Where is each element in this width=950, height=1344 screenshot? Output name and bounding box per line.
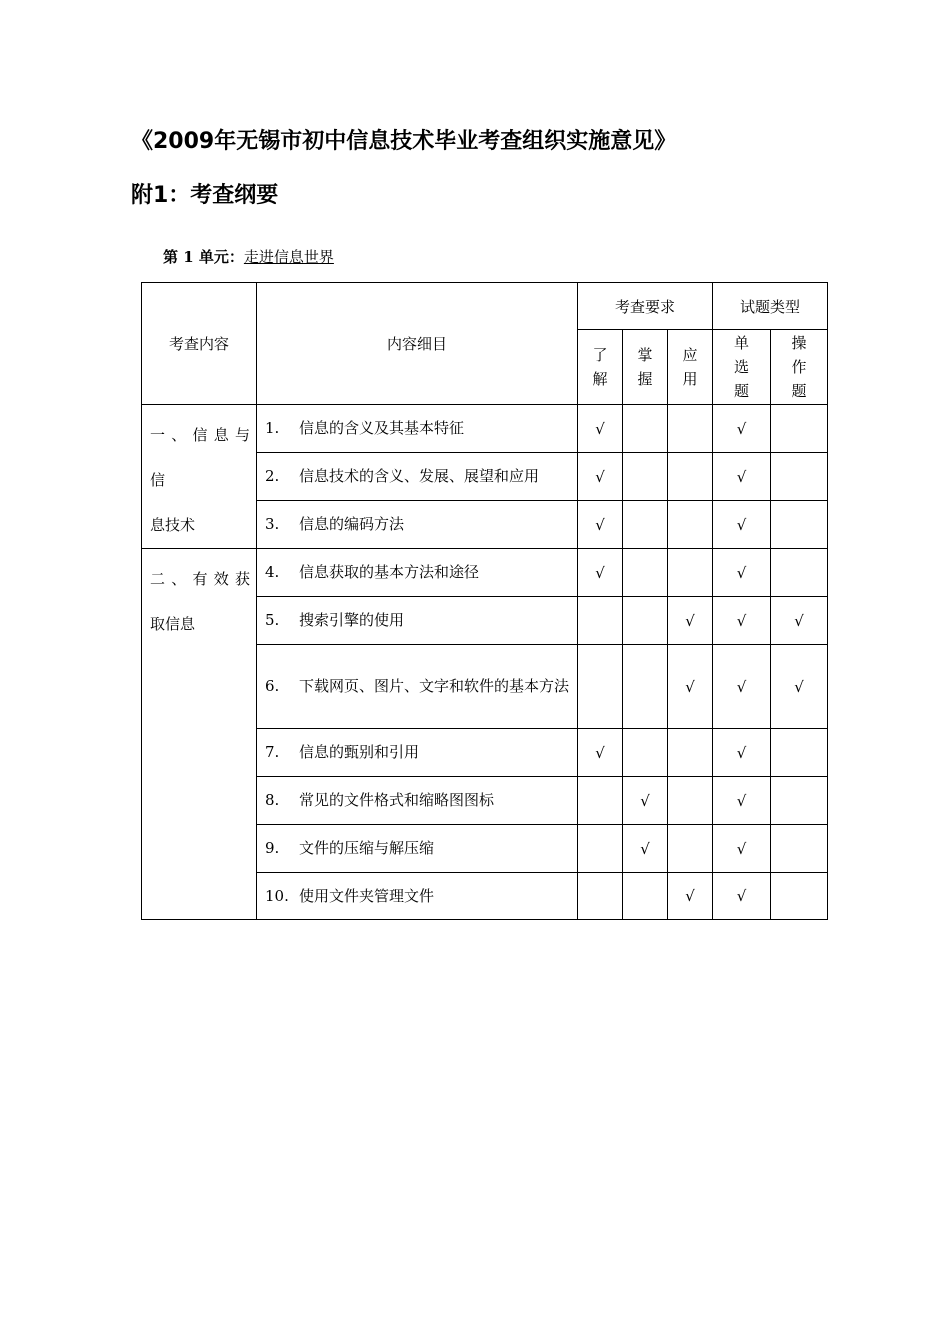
item-number: 8.	[265, 791, 280, 809]
check-mark-icon: √	[595, 467, 605, 486]
check-cell-apply	[668, 453, 713, 501]
item-text: 信息的编码方法	[299, 515, 405, 533]
topic-cell	[142, 549, 257, 920]
item-text: 搜索引擎的使用	[299, 611, 405, 629]
item-number: 9.	[265, 839, 280, 857]
item-number: 6.	[265, 677, 280, 695]
item-number: 10.	[265, 886, 289, 905]
item-number: 3.	[265, 515, 280, 533]
item-text: 常见的文件格式和缩略图图标	[299, 791, 495, 809]
topic-line: 息技术	[150, 516, 196, 534]
check-cell-single	[713, 825, 771, 873]
check-mark-icon: √	[595, 515, 605, 534]
check-mark-icon: √	[685, 887, 695, 905]
unit-heading-prefix: 第 1 单元：	[163, 248, 244, 266]
item-detail-cell	[257, 777, 578, 825]
check-cell-operation	[771, 873, 828, 920]
check-cell-master	[623, 777, 668, 825]
check-cell-master	[623, 729, 668, 777]
check-cell-apply	[668, 501, 713, 549]
header-content: 考查内容	[142, 283, 257, 405]
header-master: 掌 握	[623, 330, 668, 405]
topic-cell	[142, 405, 257, 549]
check-cell-understand	[578, 873, 623, 920]
item-detail-cell	[257, 453, 578, 501]
check-cell-understand	[578, 453, 623, 501]
check-cell-apply	[668, 729, 713, 777]
check-mark-icon: √	[595, 743, 605, 762]
unit-heading-name: 走进信息世界	[243, 248, 334, 266]
check-mark-icon: √	[736, 791, 747, 810]
document-subtitle: 附1：考查纲要	[131, 183, 279, 208]
check-mark-icon: √	[685, 611, 695, 630]
check-cell-master	[623, 825, 668, 873]
item-text: 使用文件夹管理文件	[299, 886, 435, 905]
check-cell-master	[623, 405, 668, 453]
check-mark-icon: √	[794, 677, 804, 696]
item-text: 文件的压缩与解压缩	[299, 839, 435, 857]
header-single-choice: 单 选 题	[713, 330, 771, 405]
check-cell-single	[713, 549, 771, 597]
item-number: 4.	[265, 563, 280, 581]
check-cell-master	[623, 597, 668, 645]
item-detail-cell	[257, 873, 578, 920]
check-mark-icon: √	[736, 563, 747, 582]
check-cell-apply	[668, 549, 713, 597]
check-mark-icon: √	[640, 839, 650, 858]
topic-line: 取信息	[150, 615, 196, 633]
check-cell-operation	[771, 645, 828, 729]
check-cell-understand	[578, 777, 623, 825]
item-text: 信息技术的含义、发展、展望和应用	[299, 467, 540, 485]
check-mark-icon: √	[736, 419, 747, 438]
check-cell-single	[713, 597, 771, 645]
check-cell-operation	[771, 453, 828, 501]
item-detail-cell	[257, 549, 578, 597]
check-cell-apply	[668, 597, 713, 645]
item-text: 信息的含义及其基本特征	[299, 419, 465, 437]
check-cell-single	[713, 777, 771, 825]
table-row	[142, 549, 828, 597]
item-text: 信息的甄别和引用	[299, 743, 420, 761]
check-mark-icon: √	[595, 563, 605, 582]
header-row-1	[142, 283, 828, 330]
item-number: 2.	[265, 467, 280, 485]
check-cell-master	[623, 453, 668, 501]
topic-line: 一、信息与	[150, 426, 250, 444]
check-cell-master	[623, 549, 668, 597]
check-mark-icon: √	[736, 887, 747, 905]
check-cell-operation	[771, 597, 828, 645]
check-cell-apply	[668, 777, 713, 825]
check-mark-icon: √	[736, 677, 747, 696]
check-cell-understand	[578, 501, 623, 549]
check-cell-understand	[578, 729, 623, 777]
check-mark-icon: √	[736, 611, 747, 630]
check-cell-operation	[771, 777, 828, 825]
check-cell-understand	[578, 549, 623, 597]
unit-heading	[163, 246, 334, 268]
check-cell-single	[713, 405, 771, 453]
check-mark-icon: √	[794, 611, 804, 630]
table-row	[142, 405, 828, 453]
topic-line: 信	[150, 471, 166, 489]
topic-line: 二、有效获	[150, 570, 250, 588]
item-detail-cell	[257, 729, 578, 777]
check-cell-single	[713, 729, 771, 777]
check-cell-single	[713, 501, 771, 549]
item-number: 1.	[265, 419, 280, 437]
check-cell-single	[713, 453, 771, 501]
check-cell-operation	[771, 405, 828, 453]
check-mark-icon: √	[736, 839, 747, 858]
item-detail-cell	[257, 825, 578, 873]
header-question-type: 试题类型	[713, 283, 828, 330]
check-cell-understand	[578, 405, 623, 453]
check-cell-operation	[771, 549, 828, 597]
check-mark-icon: √	[736, 467, 747, 486]
check-cell-master	[623, 645, 668, 729]
check-cell-master	[623, 873, 668, 920]
check-mark-icon: √	[595, 419, 605, 438]
header-detail: 内容细目	[257, 283, 578, 405]
check-cell-apply	[668, 825, 713, 873]
check-cell-single	[713, 873, 771, 920]
syllabus-table	[141, 282, 828, 920]
item-text: 下载网页、图片、文字和软件的基本方法	[299, 677, 570, 695]
check-cell-operation	[771, 501, 828, 549]
item-detail-cell	[257, 501, 578, 549]
check-cell-understand	[578, 825, 623, 873]
item-text: 信息获取的基本方法和途径	[299, 563, 480, 581]
header-operation: 操 作 题	[771, 330, 828, 405]
check-cell-master	[623, 501, 668, 549]
check-mark-icon: √	[685, 677, 695, 696]
item-detail-cell	[257, 645, 578, 729]
check-cell-understand	[578, 645, 623, 729]
check-cell-operation	[771, 825, 828, 873]
header-understand: 了 解	[578, 330, 623, 405]
check-cell-apply	[668, 645, 713, 729]
item-detail-cell	[257, 405, 578, 453]
item-detail-cell	[257, 597, 578, 645]
check-cell-single	[713, 645, 771, 729]
check-cell-apply	[668, 405, 713, 453]
document-title: 《2009年无锡市初中信息技术毕业考查组织实施意见》	[131, 129, 677, 154]
header-apply: 应 用	[668, 330, 713, 405]
check-cell-operation	[771, 729, 828, 777]
item-number: 5.	[265, 611, 280, 629]
check-mark-icon: √	[736, 515, 747, 534]
check-cell-apply	[668, 873, 713, 920]
check-mark-icon: √	[736, 743, 747, 762]
check-cell-understand	[578, 597, 623, 645]
item-number: 7.	[265, 743, 280, 761]
check-mark-icon: √	[640, 791, 650, 810]
header-requirement: 考查要求	[578, 283, 713, 330]
